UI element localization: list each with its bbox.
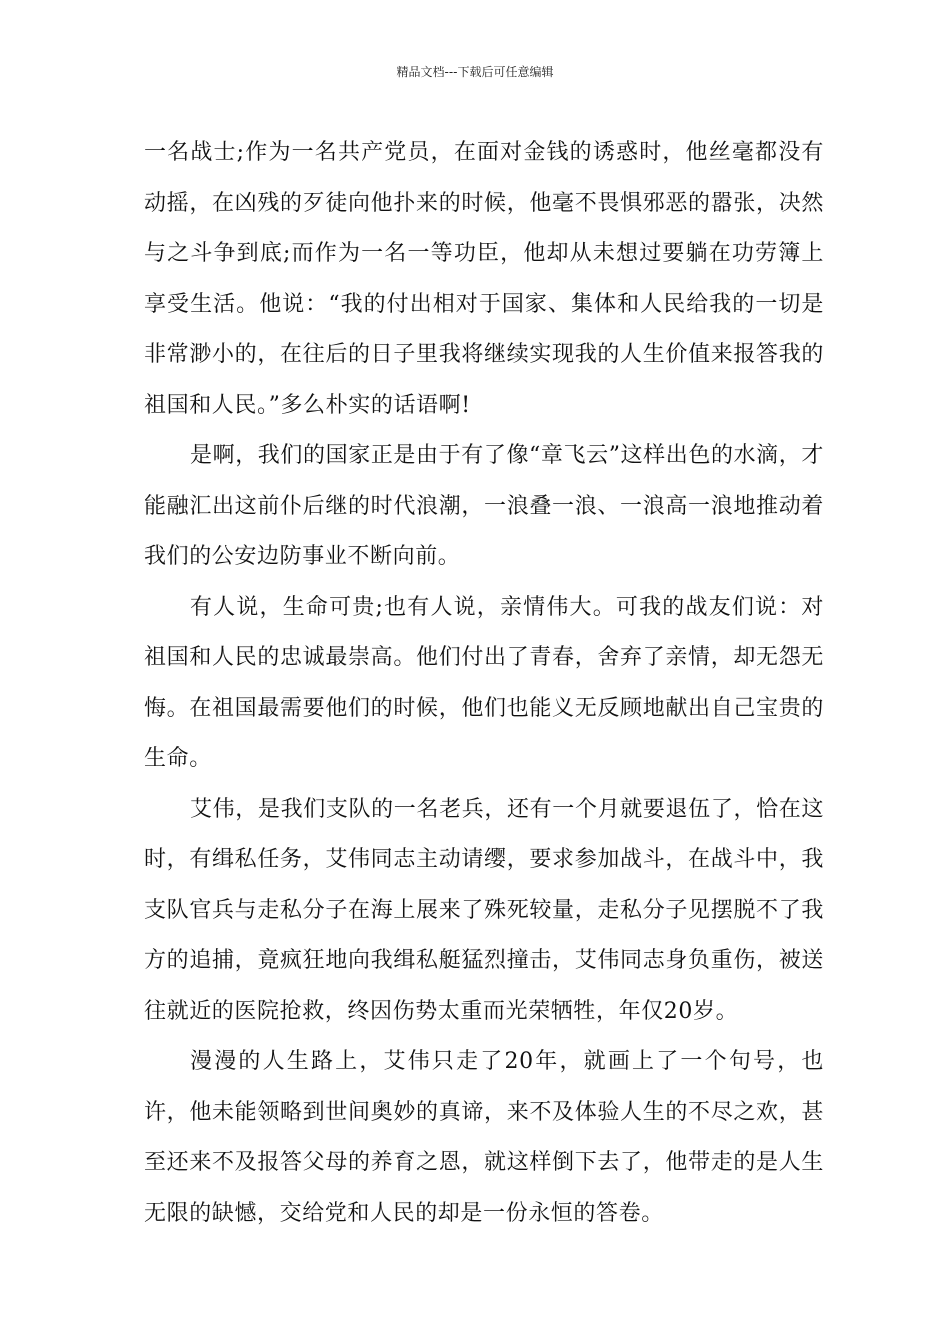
paragraph-4: 艾伟，是我们支队的一名老兵，还有一个月就要退伍了，恰在这时，有缉私任务，艾伟同志主动请缨，要求参加战斗，在战斗中，我支队官兵与走私分子在海上展来了殊死较量，走私分子见摆脱不了我方的追捕，竟疯狂地向我缉私艇猛烈撞击，艾伟同志身负重伤，被送往就近的医院抢救，终因伤势太重而光荣牺牲，年仅20岁。	[144, 796, 824, 1024]
page-header: 精品文档---下载后可任意编辑	[396, 65, 554, 79]
paragraph-2: 是啊，我们的国家正是由于有了像“章飞云”这样出色的水滴，才能融汇出这前仆后继的时代浪潮，一浪叠一浪、一浪高一浪地推动着我们的公安边防事业不断向前。	[144, 443, 824, 569]
paragraph-3: 有人说，生命可贵;也有人说，亲情伟大。可我的战友们说：对祖国和人民的忠诚最崇高。他们付出了青春，舍弃了亲情，却无怨无悔。在祖国最需要他们的时候，他们也能义无反顾地献出自己宝贵的生命。	[144, 594, 824, 771]
document-body	[144, 128, 824, 1239]
paragraph-5: 漫漫的人生路上，艾伟只走了20年，就画上了一个句号，也许，他未能领略到世间奥妙的真谛，来不及体验人生的不尽之欢，甚至还来不及报答父母的养育之恩，就这样倒下去了，他带走的是人生无限的缺憾，交给党和人民的却是一份永恒的答卷。	[144, 1049, 824, 1226]
paragraph-1: 一名战士;作为一名共产党员，在面对金钱的诱惑时，他丝毫都没有动摇，在凶残的歹徒向他扑来的时候，他毫不畏惧邪恶的嚣张，决然与之斗争到底;而作为一名一等功臣，他却从未想过要躺在功劳簿上享受生活。他说：“我的付出相对于国家、集体和人民给我的一切是非常渺小的，在往后的日子里我将继续实现我的人生价值来报答我的祖国和人民。”多么朴实的话语啊!	[144, 140, 824, 418]
